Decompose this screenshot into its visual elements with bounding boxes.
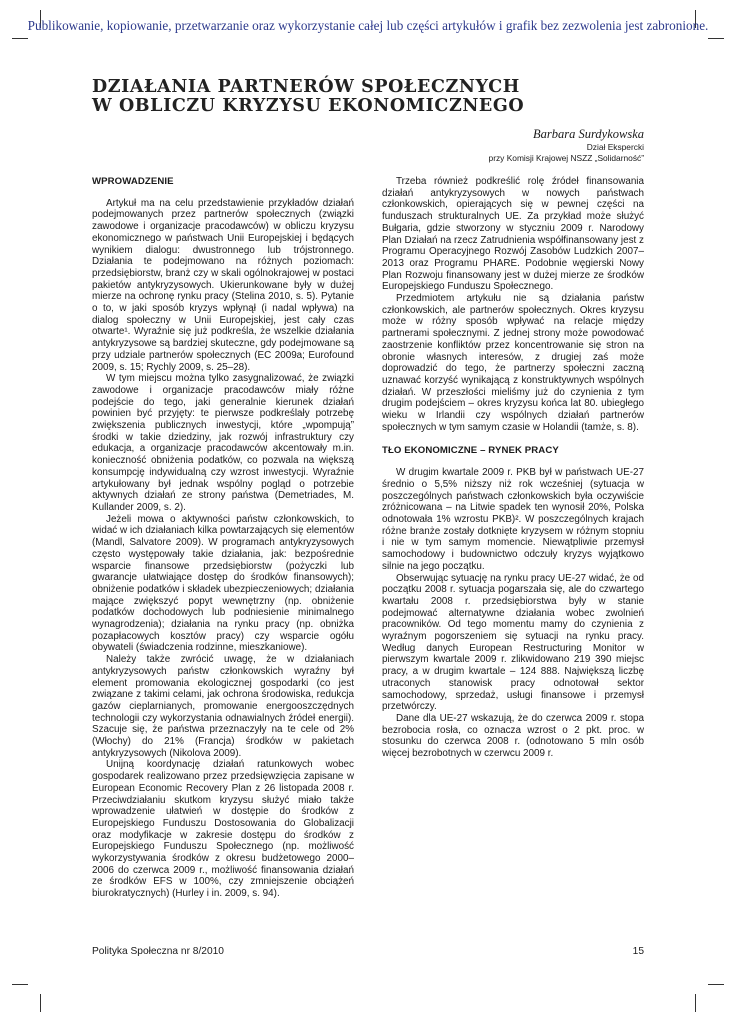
title-line-1: DZIAŁANIA PARTNERÓW SPOŁECZNYCH: [92, 77, 520, 97]
paragraph: Przedmiotem artykułu nie są działania państw członkowskich, ale partnerów społecznych. Okres kryzysu może w różny sposób wpływać na relacje między partnerami społecznymi. Z jednej strony może powodować zaostrzenie konfliktów przez koncentrowanie się stron na obronie własnych interesów, z drugiej zaś może doprowadzić do tego, że partnerzy społeczni zaczną uznawać korzyść wynikającą z konstruktywnych wspólnych działań. W przeszłości mieliśmy już do czynienia z tym drugim podejściem – okres kryzysu końca lat 80. ubiegłego wieku w Irlandii czy wspólnych działań partnerów społecznych w tym samym czasie w Holandii (tamże, s. 8).: [382, 293, 644, 433]
crop-mark: [12, 38, 28, 39]
paragraph: Dane dla UE-27 wskazują, że do czerwca 2009 r. stopa bezrobocia rosła, co oznacza wzrost o 2 pkt. proc. w stosunku do czerwca 2008 r. (odnotowano 5 mln osób więcej bezrobotnych w czerwcu 2009 r.: [382, 712, 644, 760]
paragraph: Jeżeli mowa o aktywności państw członkowskich, to widać w ich działaniach kilka powtarzających się elementów (Mandl, Salvatore 2009). W programach antykryzysowych często występowały takie działania, jak: bezpośrednie wsparcie finansowe przedsiębiorstw (pożyczki lub gwarancje ułatwiające dostęp do środków finansowych); obniżenie podatków i składek ubezpieczeniowych; działania mające zwiększyć popyt wewnętrzny (np. obniżenie podatków dochodowych lub podniesienie minimalnego wynagrodzenia); działania na rynku pracy (np. obniżka pozapłacowych kosztów pracy) czy wsparcie ogółu obywateli (świadczenia rodzinne, mieszkaniowe).: [92, 513, 354, 654]
article-title: [92, 78, 524, 116]
title-line-2: W OBLICZU KRYZYSU EKONOMICZNEGO: [92, 96, 525, 116]
paragraph: W drugim kwartale 2009 r. PKB był w państwach UE-27 średnio o 5,5% niższy niż rok wcześniej (sytuacja w poszczególnych państwach członkowskich była oczywiście zróżnicowana – na Litwie spadek ten wynosił 20%, Polska odnotowała 1% wzrostu PKB)². W poszczególnych krajach różne branże zostały dotknięte kryzysem w różnym stopniu i nie w tym samym momencie. Niewątpliwie przemysł samochodowy i budownictwo odczuły kryzys wyjątkowo silnie na jego początku.: [382, 467, 644, 572]
paragraph: W tym miejscu można tylko zasygnalizować, że związki zawodowe i organizacje pracodawców miały różne podejście do tego, jaki generalnie kierunek działań powinien być przyjęty: te pierwsze podkreślały potrzebę zwiększenia publicznych inwestycji, które „wpompują” środki w takie dziedziny, jak rozwój infrastruktury czy edukacja, a organizacje pracodawców akcentowały m.in. konieczność obniżenia podatków, co pozwala na większą konsumpcję indywidualną czy wzrost inwestycji. Wyraźnie artykułowany był jednak wspólny pogląd o potrzebie aktywnych działań ze strony państwa (Demetriades, M. Kullander 2009, s. 2).: [92, 373, 354, 513]
paragraph: Trzeba również podkreślić rolę źródeł finansowania działań antykryzysowych w nowych państwach członkowskich, opierających się w pewnej części na funduszach strukturalnych UE. Za przykład może służyć Bułgaria, gdzie stworzony w styczniu 2009 r. Narodowy Plan Działań na rzecz Zatrudnienia współfinansowany jest z Programu Operacyjnego Rozwój Zasobów Ludzkich 2007–2013 oraz Programu PHARE. Podobnie węgierski Nowy Plan Rozwoju finansowany jest w dużej mierze ze środków Europejskiego Funduszu Społecznego.: [382, 176, 644, 293]
paragraph: Obserwując sytuację na rynku pracy UE-27 widać, że od początku 2008 r. sytuacja pogarszała się, ale do czwartego kwartału 2008 r. przedsiębiorstwa były w stanie podejmować alternatywne działania wobec zwolnień pracowników. Od tego momentu mamy do czynienia z wyraźnym pogorszeniem się sytuacji na rynku pracy. Według danych European Restructuring Monitor w pierwszym kwartale 2009 r. zlikwidowano 219 390 miejsc pracy, a w drugim kwartale – 124 888. Największą liczbę utraconych stanowisk pracy odnotował sektor samochodowy, sprzedaż, usługi finansowe i przemysł przetwórczy.: [382, 572, 644, 713]
crop-mark: [40, 994, 41, 1012]
section-heading-economic-background: TŁO EKONOMICZNE – RYNEK PRACY: [382, 445, 559, 457]
affiliation-line-1: Dział Ekspercki: [586, 142, 644, 152]
section-heading-introduction: WPROWADZENIE: [92, 176, 174, 187]
left-column: [92, 176, 354, 900]
right-column: [382, 176, 644, 760]
crop-mark: [708, 38, 724, 39]
page-number: 15: [632, 946, 644, 957]
affiliation-line-2: przy Komisji Krajowej NSZZ „Solidarność”: [488, 153, 644, 163]
paragraph: Należy także zwrócić uwagę, że w działaniach antykryzysowych państw członkowskich wyraźny był element promowania ekologicznej gospodarki (co jest związane z takimi celami, jak ochrona środowiska, redukcja gazów cieplarnianych, promowanie energooszczędnych technologii czy wykorzystania odnawialnych źródeł energii). Szacuje się, że państwa przeznaczyły na te cele od 2% (Włochy) do 21% (Francja) środków w pakietach antykryzysowych (Nikolova 2009).: [92, 654, 354, 759]
crop-mark: [695, 994, 696, 1012]
crop-mark: [708, 984, 724, 985]
paragraph: Artykuł ma na celu przedstawienie przykładów działań podejmowanych przez partnerów społecznych (związki zawodowe i organizacje pracodawców) w obliczu kryzysu ekonomicznego w państwach Unii Europejskiej i będących wynikiem dialogu: dwustronnego lub trójstronnego. Działania te podejmowano na różnych poziomach: przedsiębiorstw, branż czy w skali ogólnokrajowej w postaci pakietów antykryzysowych. Ukierunkowane były w dużej mierze na ochronę rynku pracy (Stelina 2010, s. 5). Pytanie o to, w jaki sposób kryzys wpłynął (i nadal wpływa) na dialog społeczny w Unii Europejskiej, jest cały czas otwarte¹. Wyraźnie się już podkreśla, że wszelkie działania antykryzysowe są bardziej skuteczne, gdy podejmowane są przy udziale partnerów społecznych (EC 2009a; Eurofound 2009, s. 15; Rychly 2009, s. 25–28).: [92, 197, 354, 373]
copyright-notice: Publikowanie, kopiowanie, przetwarzanie oraz wykorzystanie całej lub części artykułów i grafik bez zezwolenia jest zabronione.: [27, 18, 709, 33]
crop-mark: [12, 984, 28, 985]
journal-footer: Polityka Społeczna nr 8/2010: [92, 946, 224, 957]
author-name: Barbara Surdykowska: [533, 127, 644, 141]
paragraph: Unijną koordynację działań ratunkowych wobec gospodarek realizowano przez przedsięwzięcia zapisane w European Economic Recovery Plan z 26 listopada 2008 r. Przeciwdziałaniu skutkom kryzysu służyć miało także wprowadzenie ułatwień w dostępie do środków z Europejskiego Funduszu Dostosowania do Globalizacji oraz modyfikacje w zakresie dostępu do środków z Europejskiego Funduszu Społecznego (np. możliwość wykorzystywania środków z okresu budżetowego 2000–2006 do czerwca 2009 r., możliwość finansowania działań ze środków EFS w 100%, czy zmniejszenie obciążeń biurokratycznych) (Hurley i in. 2009, s. 94).: [92, 759, 354, 900]
